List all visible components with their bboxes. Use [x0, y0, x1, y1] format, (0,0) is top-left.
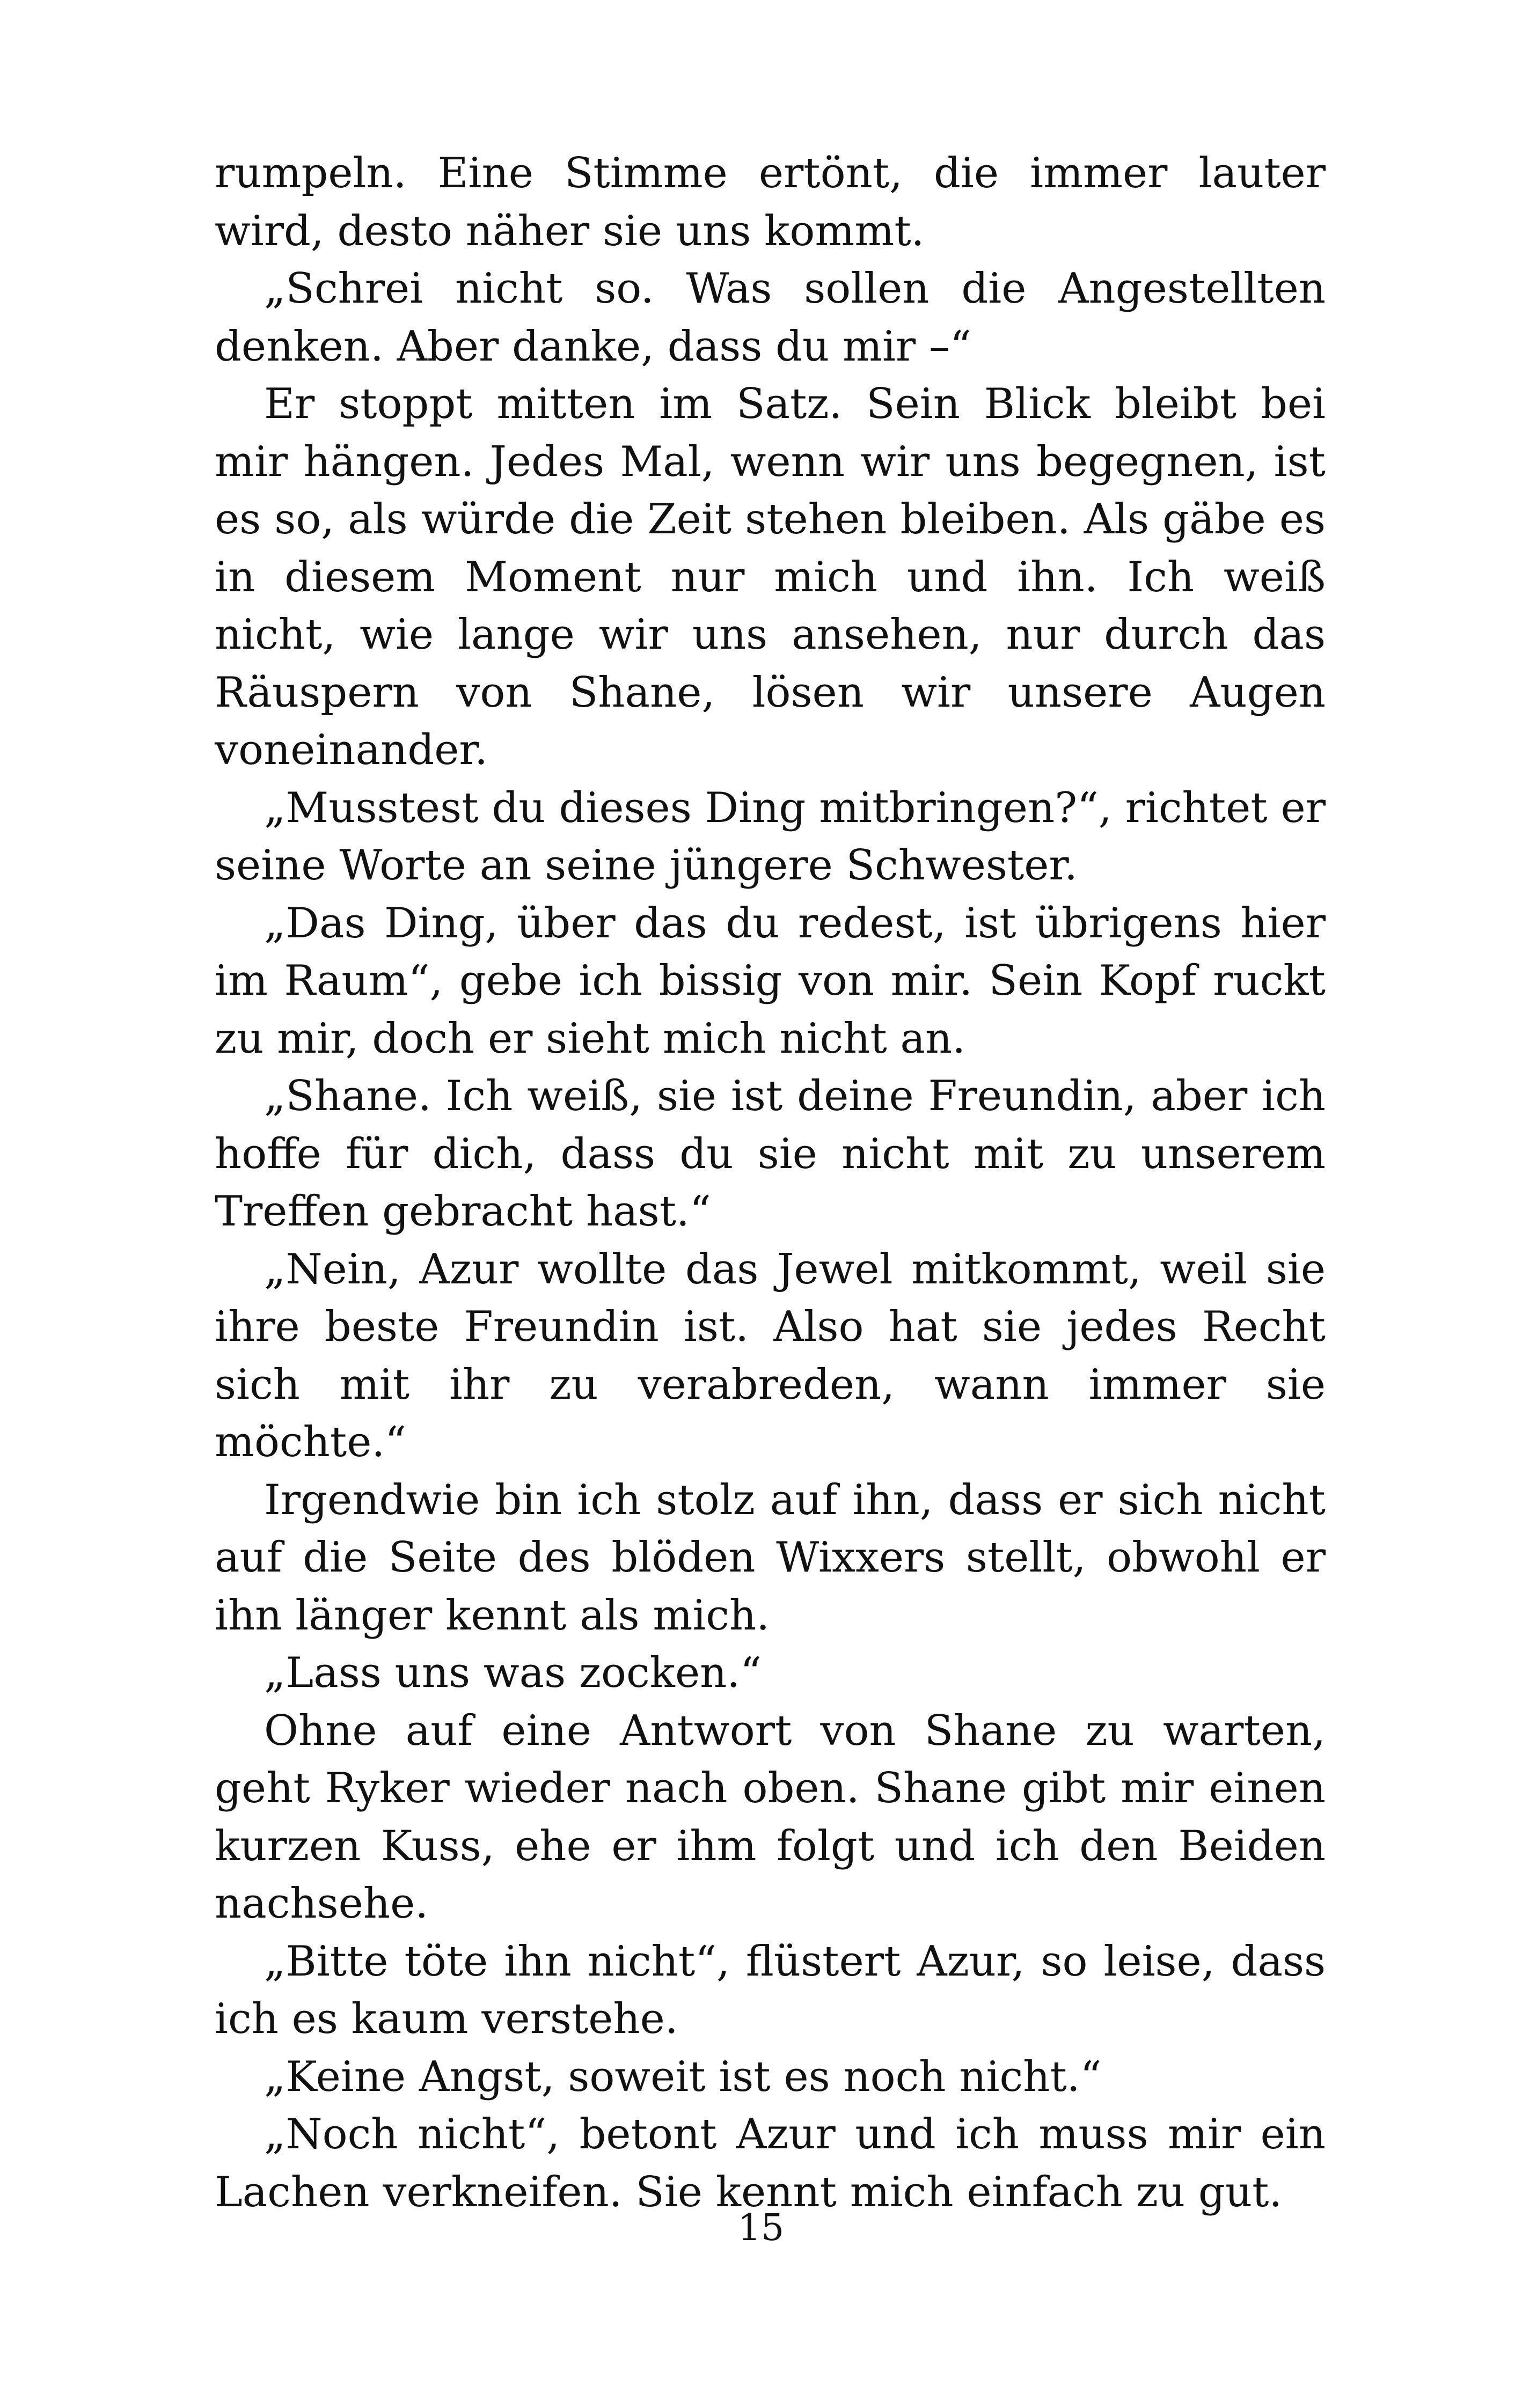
page-number: 15 [737, 2207, 785, 2249]
paragraph: „Bitte töte ihn nicht“, flüstert Azur, so leise, dass ich es kaum verstehe. [215, 1937, 1326, 2043]
body-text [215, 145, 1326, 2221]
paragraph: „Noch nicht“, betont Azur und ich muss mir ein Lachen verkneifen. Sie kennt mich einfach zu gut. [215, 2110, 1326, 2216]
paragraph: „Shane. Ich weiß, sie ist deine Freundin, aber ich hoffe für dich, dass du sie nicht mit zu unserem Treffen gebracht hast.“ [215, 1072, 1326, 1236]
paragraph: „Das Ding, über das du redest, ist übrigens hier im Raum“, gebe ich bissig von mir. Sein Kopf ruckt zu mir, doch er sieht mich nicht an. [215, 899, 1326, 1063]
paragraph: Ohne auf eine Antwort von Shane zu warten, geht Ryker wieder nach oben. Shane gibt mir einen kurzen Kuss, ehe er ihm folgt und ich den Beiden nachsehe. [215, 1706, 1326, 1928]
paragraph: „Musstest du dieses Ding mitbringen?“, richtet er seine Worte an seine jüngere Schwester. [215, 783, 1326, 890]
paragraph: „Nein, Azur wollte das Jewel mitkommt, weil sie ihre beste Freundin ist. Also hat sie jedes Recht sich mit ihr zu verabreden, wann immer sie möchte.“ [215, 1245, 1326, 1466]
paragraph: Er stoppt mitten im Satz. Sein Blick bleibt bei mir hängen. Jedes Mal, wenn wir uns begegnen, ist es so, als würde die Zeit stehen bleiben. Als gäbe es in diesem Moment nur mich und ihn. Ich weiß nicht, wie lange wir uns ansehen, nur durch das Räuspern von Shane, lösen wir unsere Augen voneinander. [215, 380, 1326, 774]
paragraph: „Schrei nicht so. Was sollen die Angestellten denken. Aber danke, dass du mir –“ [215, 265, 1326, 371]
paragraph: „Lass uns was zocken.“ [264, 1649, 762, 1697]
paragraph: Irgendwie bin ich stolz auf ihn, dass er sich nicht auf die Seite des blöden Wixxers stellt, obwohl er ihn länger kennt als mich. [215, 1475, 1326, 1640]
paragraph: rumpeln. Eine Stimme ertönt, die immer lauter wird, desto näher sie uns kommt. [215, 149, 1326, 255]
paragraph: „Keine Angst, soweit ist es noch nicht.“ [264, 2052, 1102, 2101]
